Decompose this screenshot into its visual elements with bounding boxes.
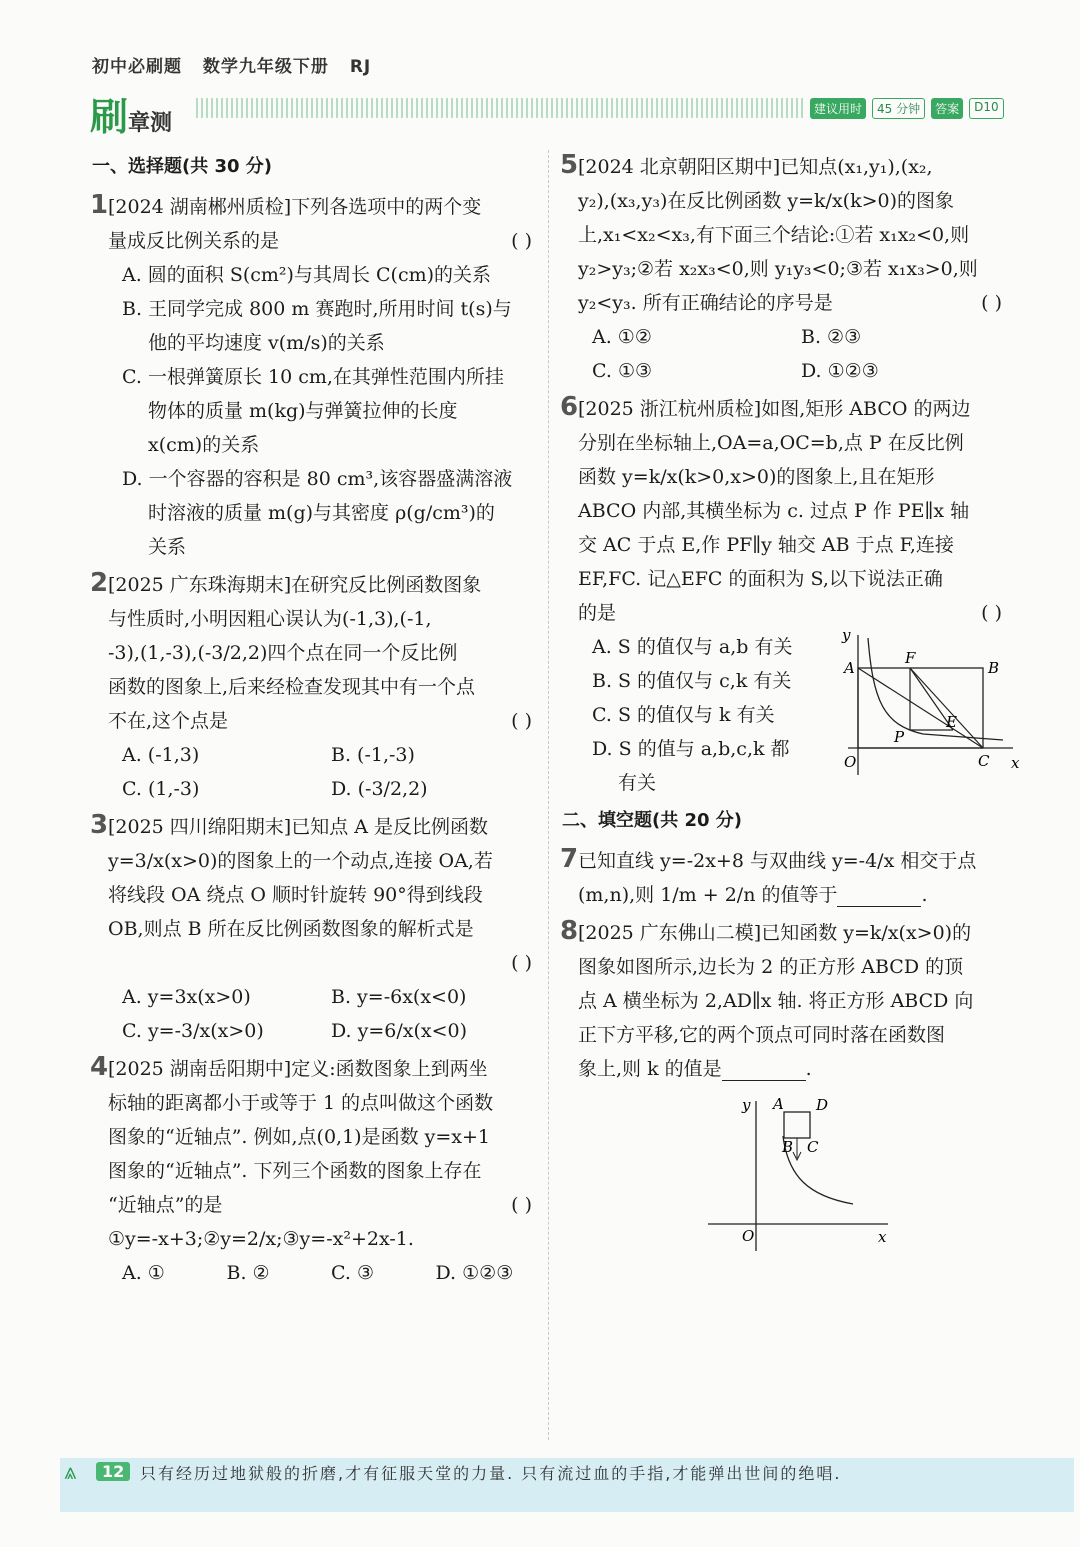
header-series — [92, 52, 385, 77]
section-choice-title: 一、选择题(共 30 分) — [92, 156, 273, 177]
q5-line: y₂<y₃. 所有正确结论的序号是 — [578, 292, 833, 314]
label-c: C — [978, 752, 990, 770]
label-y: y — [742, 1096, 751, 1114]
label-c: C — [807, 1138, 819, 1156]
question-number: 5 — [560, 150, 579, 180]
label-x: x — [878, 1228, 887, 1246]
answer-paren: ( ) — [511, 710, 532, 732]
q6-line: EF,FC. 记△EFC 的面积为 S,以下说法正确 — [578, 568, 943, 590]
answer-paren: ( ) — [511, 1194, 532, 1216]
q2-line: [2025 广东珠海期末]在研究反比例函数图象 — [108, 574, 482, 596]
option-d: D. (-3/2,2) — [331, 778, 428, 800]
option-a: A. ①② — [592, 326, 652, 348]
label-d: D — [816, 1096, 829, 1114]
q4-line: 标轴的距离都小于或等于 1 的点叫做这个函数 — [108, 1092, 494, 1114]
option-b: B. ② — [226, 1262, 270, 1284]
q8-line: 图象如图所示,边长为 2 的正方形 ABCD 的顶 — [578, 956, 964, 978]
right-column — [560, 150, 1020, 1260]
option-b: B. y=-6x(x<0) — [331, 986, 467, 1008]
options-row — [578, 354, 1010, 388]
option-b: B. 王同学完成 800 m 赛跑时,所用时间 t(s)与 — [122, 298, 512, 320]
option-a: A. (-1,3) — [122, 744, 200, 766]
q8-line: 点 A 横坐标为 2,AD∥x 轴. 将正方形 ABCD 向 — [578, 990, 974, 1012]
footer-band — [60, 1458, 1074, 1512]
answer-blank[interactable] — [722, 1059, 806, 1081]
q3-line: y=3/x(x>0)的图象上的一个动点,连接 OA,若 — [108, 850, 493, 872]
option-d-cont: 时溶液的质量 m(g)与其密度 ρ(g/cm³)的 — [148, 502, 495, 524]
column-divider — [548, 150, 549, 1440]
q3-line: OB,则点 B 所在反比例函数图象的解析式是 — [108, 918, 474, 940]
q6-options-and-figure — [578, 626, 1020, 800]
question-6 — [560, 392, 1020, 800]
page-number: 12 — [96, 1462, 130, 1481]
q4-line: 图象的“近轴点”. 例如,点(0,1)是函数 y=x+1 — [108, 1126, 491, 1148]
option-a: A. y=3x(x>0) — [122, 986, 251, 1008]
label-e: E — [946, 713, 957, 731]
section-fill-title: 二、填空题(共 20 分) — [562, 810, 743, 831]
option-c: C. 一根弹簧原长 10 cm,在其弹性范围内所挂 — [122, 366, 504, 388]
options-row — [578, 320, 1010, 354]
option-d-cont2: 关系 — [148, 536, 187, 558]
label-f: F — [905, 649, 916, 667]
compass-icon: ⩓ — [64, 1460, 79, 1485]
options-row — [108, 772, 540, 806]
logo-small: 章测 — [128, 111, 173, 136]
option-d: D. 一个容器的容积是 80 cm³,该容器盛满溶液 — [122, 468, 513, 490]
subject-name: 数学九年级下册 — [202, 57, 329, 77]
q3-line: 将线段 OA 绕点 O 顺时针旋转 90°得到线段 — [108, 884, 483, 906]
option-a: A. 圆的面积 S(cm²)与其周长 C(cm)的关系 — [122, 264, 492, 286]
option-b: B. ②③ — [801, 326, 862, 348]
question-4 — [92, 1052, 540, 1290]
footer-motto: 只有经历过地狱般的折磨,才有征服天堂的力量. 只有流过血的手指,才能弹出世间的绝唱. — [140, 1464, 842, 1483]
options-row — [108, 1014, 540, 1048]
option-d: D. ①②③ — [801, 360, 879, 382]
square-abcd — [784, 1112, 810, 1138]
label-x: x — [1011, 754, 1020, 772]
question-number: 7 — [560, 844, 579, 874]
q6-line: ABCO 内部,其横坐标为 c. 过点 P 作 PE∥x 轴 — [578, 500, 970, 522]
question-3 — [92, 810, 540, 1048]
q7-line2 — [578, 878, 1010, 912]
q8-figure — [688, 1096, 888, 1256]
q8-period: . — [805, 1058, 812, 1080]
q2-line: 函数的图象上,后来经检查发现其中有一个点 — [108, 676, 476, 698]
label-b: B — [988, 659, 1000, 677]
q8-line: [2025 广东佛山二模]已知函数 y=k/x(x>0)的 — [578, 922, 972, 944]
q5-line-last — [578, 286, 1010, 320]
question-2 — [92, 568, 540, 806]
option-c: C. y=-3/x(x>0) — [122, 1020, 264, 1042]
option-b-cont: 他的平均速度 v(m/s)的关系 — [148, 332, 385, 354]
answer-code: D10 — [969, 98, 1004, 119]
option-c-cont: 物体的质量 m(kg)与弹簧拉伸的长度 — [148, 400, 458, 422]
chapter-test-logo — [90, 86, 172, 141]
options-row — [108, 980, 540, 1014]
question-8 — [562, 916, 1010, 1256]
q6-line-last — [578, 596, 1010, 630]
label-y: y — [842, 626, 851, 644]
options-row — [108, 1256, 540, 1290]
q5-line: y₂),(x₃,y₃)在反比例函数 y=k/x(k>0)的图象 — [578, 190, 955, 212]
question-number: 8 — [560, 916, 579, 946]
q5-line: 上,x₁<x₂<x₃,有下面三个结论:①若 x₁x₂<0,则 — [578, 224, 970, 246]
q4-line: “近轴点”的是 — [108, 1194, 223, 1216]
option-b: B. (-1,-3) — [331, 744, 415, 766]
label-a: A — [773, 1095, 784, 1113]
q8-line: 正下方平移,它的两个顶点可同时落在函数图 — [578, 1024, 946, 1046]
q3-line: [2025 四川绵阳期末]已知点 A 是反比例函数 — [108, 816, 489, 838]
option-d: D. S 的值与 a,b,c,k 都 — [592, 738, 790, 760]
question-number: 3 — [90, 810, 109, 840]
question-7 — [562, 844, 1010, 912]
time-label: 建议用时 — [810, 98, 866, 119]
q3-paren-line — [108, 946, 540, 980]
q2-line: -3),(1,-3),(-3/2,2)四个点在同一个反比例 — [108, 642, 458, 664]
label-a: A — [844, 659, 855, 677]
question-5 — [562, 150, 1010, 388]
question-number: 2 — [90, 568, 109, 598]
q8-line5 — [578, 1052, 1010, 1086]
option-c: C. S 的值仅与 k 有关 — [592, 704, 775, 726]
option-c: C. (1,-3) — [122, 778, 200, 800]
q4-line: 图象的“近轴点”. 下列三个函数的图象上存在 — [108, 1160, 482, 1182]
answer-paren: ( ) — [981, 292, 1002, 314]
answer-blank[interactable] — [837, 885, 921, 907]
option-c-cont2: x(cm)的关系 — [148, 434, 260, 456]
logo-big: 刷 — [90, 95, 129, 139]
option-b: B. S 的值仅与 c,k 有关 — [592, 670, 792, 692]
q6-line: 的是 — [578, 602, 617, 624]
q6-line: 交 AC 于点 E,作 PF∥y 轴交 AB 于点 F,连接 — [578, 534, 954, 556]
options-row — [108, 738, 540, 772]
answer-label: 答案 — [931, 98, 963, 119]
option-d: D. y=6/x(x<0) — [331, 1020, 468, 1042]
q7-line: (m,n),则 1/m + 2/n 的值等于 — [578, 884, 838, 906]
q6-line: 分别在坐标轴上,OA=a,OC=b,点 P 在反比例 — [578, 432, 964, 454]
q8-line: 象上,则 k 的值是 — [578, 1058, 722, 1080]
q4-line-last — [108, 1188, 540, 1222]
q7-line: 已知直线 y=-2x+8 与双曲线 y=-4/x 相交于点 — [578, 850, 977, 872]
q2-line-last — [108, 704, 540, 738]
q7-period: . — [921, 884, 928, 906]
edition: RJ — [349, 57, 372, 77]
left-column — [92, 150, 540, 1294]
label-o: O — [742, 1227, 755, 1245]
q5-line: y₂>y₃;②若 x₂x₃<0,则 y₁y₃<0;③若 x₁x₃>0,则 — [578, 258, 978, 280]
question-number: 6 — [560, 392, 579, 422]
option-d-cont: 有关 — [618, 772, 657, 794]
label-b: B — [782, 1138, 794, 1156]
header-stripe — [196, 98, 806, 118]
header-tags — [810, 98, 1004, 119]
q4-functions: ①y=-x+3;②y=2/x;③y=-x²+2x-1. — [108, 1228, 414, 1250]
option-d: D. ①②③ — [435, 1262, 514, 1284]
q4-line: [2025 湖南岳阳期中]定义:函数图象上到两坐 — [108, 1058, 488, 1080]
option-c: C. ①③ — [592, 360, 653, 382]
option-a: A. ① — [122, 1262, 165, 1284]
q6-figure — [828, 626, 1020, 780]
question-1 — [92, 190, 540, 564]
q1-stem2: 量成反比例关系的是 — [108, 230, 280, 252]
answer-paren: ( ) — [981, 602, 1002, 624]
q1-stem-line2 — [108, 224, 540, 258]
option-c: C. ③ — [331, 1262, 374, 1284]
q2-line: 与性质时,小明因粗心误认为(-1,3),(-1, — [108, 608, 432, 630]
time-value: 45 分钟 — [872, 98, 925, 119]
q5-line: [2024 北京朝阳区期中]已知点(x₁,y₁),(x₂, — [578, 156, 933, 178]
answer-paren: ( ) — [511, 952, 532, 974]
label-o: O — [844, 753, 857, 771]
option-a: A. S 的值仅与 a,b 有关 — [592, 636, 793, 658]
q1-stem-line: [2024 湖南郴州质检]下列各选项中的两个变 — [108, 196, 482, 218]
question-number: 1 — [90, 190, 109, 220]
answer-paren: ( ) — [511, 230, 532, 252]
q6-line: [2025 浙江杭州质检]如图,矩形 ABCO 的两边 — [578, 398, 971, 420]
label-p: P — [894, 728, 905, 746]
q2-line: 不在,这个点是 — [108, 710, 229, 732]
series-name: 初中必刷题 — [92, 57, 182, 77]
q6-line: 函数 y=k/x(k>0,x>0)的图象上,且在矩形 — [578, 466, 935, 488]
question-number: 4 — [90, 1052, 109, 1082]
